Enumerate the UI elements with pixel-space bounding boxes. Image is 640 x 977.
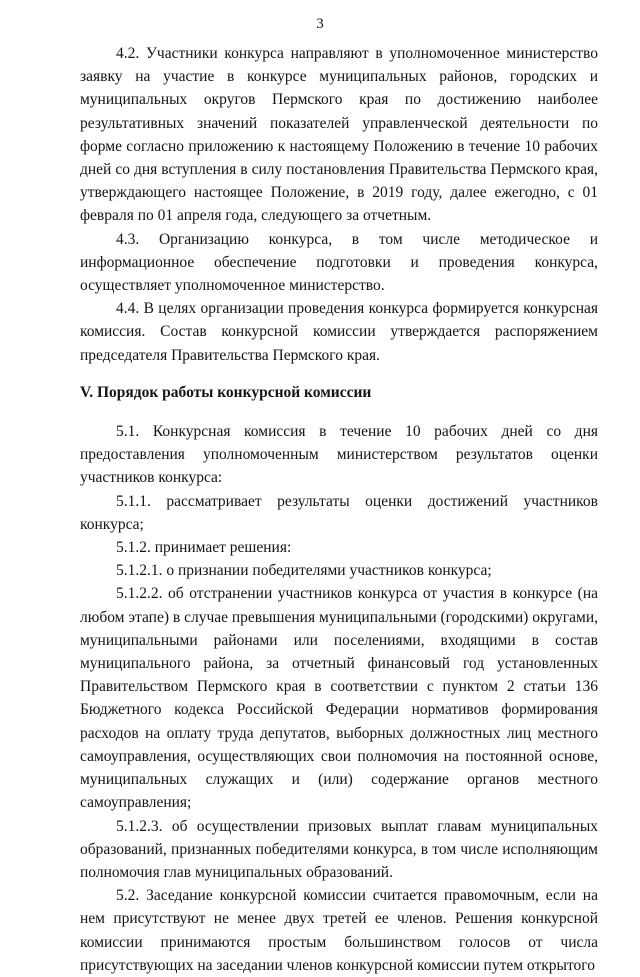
paragraph-5-1-2-3: 5.1.2.3. об осуществлении призовых выплат главам муниципальных образований, признанных победителями конкурса, в том числе исполняющим полномочия глав муниципальных образований. — [80, 817, 598, 881]
paragraph-5-1-2-2: 5.1.2.2. об отстранении участников конкурса от участия в конкурсе (на любом этапе) в случае превышения муниципальными (городскими) округами, муниципальными районами или поселениями, входящими в состав муниципального района, за отчетный финансовый год установленных Правительством Пермского края в соответствии с пунктом 2 статьи 136 Бюджетного кодекса Российской Федерации нормативов формирования расходов на оплату труда депутатов, выборных должностных лиц местного самоуправления, осуществляющих свои полномочия на постоянной основе, муниципальных служащих и (или) содержание органов местного самоуправления; — [80, 585, 598, 812]
paragraph-4-4: 4.4. В целях организации проведения конкурса формируется конкурсная комиссия. Состав конкурсной комиссии утверждается распоряжением председателя Правительства Пермского края. — [80, 300, 598, 364]
document-body — [80, 42, 598, 977]
paragraph-4-3: 4.3. Организацию конкурса, в том числе методическое и информационное обеспечение подготовки и проведения конкурса, осуществляет уполномоченное министерство. — [80, 230, 598, 295]
section-heading: V. Порядок работы конкурсной комиссии — [80, 383, 372, 401]
paragraph-5-1-2: 5.1.2. принимает решения: — [116, 539, 292, 557]
paragraph-5-2: 5.2. Заседание конкурсной комиссии считается правомочным, если на нем присутствуют не менее двух третей ее членов. Решения конкурсной комиссии принимаются простым большинством голосов от числа присутствующих на заседании членов конкурсной комиссии путем открытого — [80, 887, 598, 974]
page-number: 3 — [316, 16, 324, 32]
paragraph-5-1-1: 5.1.1. рассматривает результаты оценки достижений участников конкурса; — [80, 492, 598, 533]
paragraph-5-1-2-1: 5.1.2.1. о признании победителями участников конкурса; — [116, 562, 492, 580]
paragraph-5-1: 5.1. Конкурсная комиссия в течение 10 рабочих дней со дня предоставления уполномоченным министерством результатов оценки участников конкурса: — [80, 423, 598, 487]
paragraph-4-2: 4.2. Участники конкурса направляют в уполномоченное министерство заявку на участие в конкурсе муниципальных районов, городских и муниципальных округов Пермского края по достижению наиболее результативных значений показателей управленческой деятельности по форме согласно приложению к настоящему Положению в течение 10 рабочих дней со дня вступления в силу постановления Правительства Пермского края, утверждающего настоящее Положение, в 2019 году, далее ежегодно, с 01 февраля по 01 апреля года, следующего за отчетным. — [80, 45, 598, 225]
